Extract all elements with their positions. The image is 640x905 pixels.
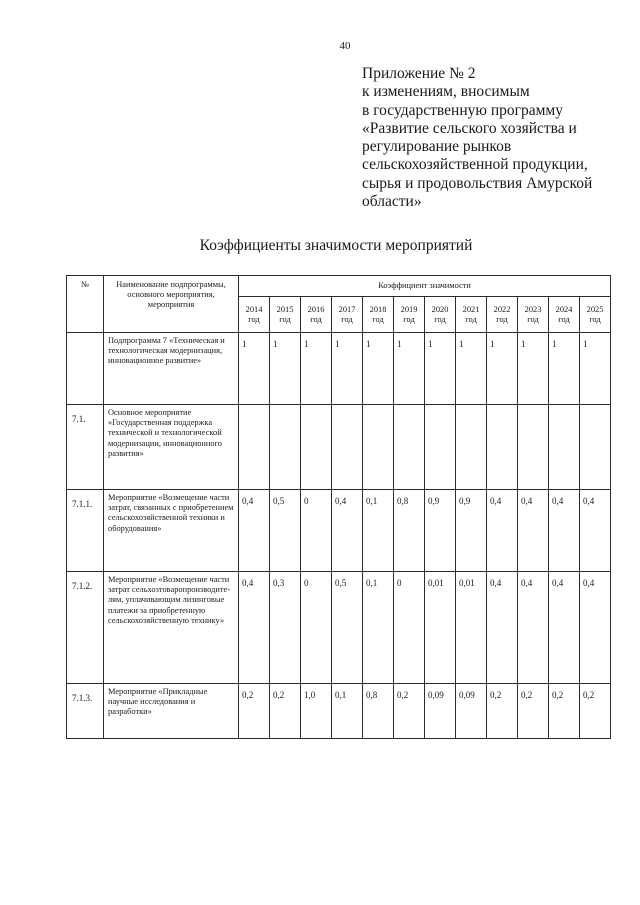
value-cell: 0,4	[487, 490, 518, 572]
value-cell: 0,4	[239, 572, 270, 684]
appendix-line: «Развитие сельского хозяйства и	[362, 119, 577, 137]
value-cell: 1	[239, 333, 270, 405]
row-name: Основное мероприятие «Государственная поддержка технической и технологической модернизации, инновационного развития»	[104, 405, 239, 490]
header-number: №	[67, 276, 104, 333]
value-cell: 1	[549, 333, 580, 405]
document-title: Коэффициенты значимости мероприятий	[199, 237, 473, 254]
value-cell: 1	[456, 333, 487, 405]
table-header	[67, 276, 611, 333]
value-cell	[580, 405, 611, 490]
value-cell: 0,2	[487, 684, 518, 739]
value-cell	[332, 405, 363, 490]
value-cell: 0,5	[270, 490, 301, 572]
value-cell: 0,2	[580, 684, 611, 739]
value-cell: 0,2	[270, 684, 301, 739]
value-cell: 1	[518, 333, 549, 405]
value-cell	[394, 405, 425, 490]
value-cell: 0,01	[456, 572, 487, 684]
appendix-line: Приложение № 2	[362, 65, 476, 82]
table-row	[67, 405, 611, 490]
value-cell: 0,4	[487, 572, 518, 684]
header-year-2022: 2022 год	[487, 297, 518, 333]
value-cell: 0,01	[425, 572, 456, 684]
value-cell: 1	[301, 333, 332, 405]
table-row	[67, 333, 611, 405]
header-year-2014: 2014 год	[239, 297, 270, 333]
header-year-2016: 2016 год	[301, 297, 332, 333]
table-row	[67, 572, 611, 684]
appendix-header	[362, 65, 622, 211]
row-name: Мероприятие «Возмещение части затрат сельхозтоваропроизводите-лям, уплачивающим лизинговые платежи за приобретенную сельскохозяйственную технику»	[104, 572, 239, 684]
value-cell	[239, 405, 270, 490]
appendix-line: к изменениям, вносимым	[362, 83, 530, 101]
row-name: Подпрограмма 7 «Техническая и технологическая модернизация, инновационное развитие»	[104, 333, 239, 405]
appendix-line: сырья и продовольствия Амурской	[362, 174, 593, 192]
value-cell: 0,1	[363, 572, 394, 684]
table-row	[67, 490, 611, 572]
header-coefficient: Коэффициент значимости	[239, 276, 611, 297]
value-cell: 1	[332, 333, 363, 405]
value-cell: 0,2	[394, 684, 425, 739]
value-cell: 0,1	[363, 490, 394, 572]
header-year-2018: 2018 год	[363, 297, 394, 333]
header-year-2023: 2023 год	[518, 297, 549, 333]
table-row	[67, 684, 611, 739]
header-name: Наименование подпрограммы, основного мероприятия, мероприятия	[104, 276, 239, 333]
value-cell: 0,4	[332, 490, 363, 572]
header-year-2020: 2020 год	[425, 297, 456, 333]
row-number: 7.1.3.	[67, 684, 104, 739]
row-number: 7.1.2.	[67, 572, 104, 684]
value-cell	[301, 405, 332, 490]
value-cell: 0,09	[456, 684, 487, 739]
value-cell: 1	[425, 333, 456, 405]
value-cell: 0,4	[580, 572, 611, 684]
value-cell: 1	[487, 333, 518, 405]
header-year-2015: 2015 год	[270, 297, 301, 333]
value-cell: 1,0	[301, 684, 332, 739]
appendix-line: в государственную программу	[362, 101, 563, 119]
value-cell: 1	[394, 333, 425, 405]
value-cell: 0,1	[332, 684, 363, 739]
header-year-2021: 2021 год	[456, 297, 487, 333]
value-cell: 0,4	[549, 490, 580, 572]
value-cell: 0,4	[239, 490, 270, 572]
header-year-2019: 2019 год	[394, 297, 425, 333]
value-cell: 0	[394, 572, 425, 684]
appendix-line: области»	[362, 193, 422, 211]
value-cell: 0,8	[363, 684, 394, 739]
value-cell: 0,4	[518, 572, 549, 684]
coefficients-table	[66, 275, 611, 739]
value-cell: 0	[301, 490, 332, 572]
value-cell: 0,2	[549, 684, 580, 739]
value-cell	[363, 405, 394, 490]
value-cell: 0,4	[580, 490, 611, 572]
value-cell: 0,5	[332, 572, 363, 684]
value-cell	[487, 405, 518, 490]
value-cell	[518, 405, 549, 490]
row-name: Мероприятие «Возмещение части затрат, связанных с приобретением сельскохозяйственной техники и оборудования»	[104, 490, 239, 572]
appendix-line: регулирование рынков	[362, 138, 512, 156]
value-cell: 1	[270, 333, 301, 405]
value-cell: 0,2	[518, 684, 549, 739]
value-cell: 0,4	[549, 572, 580, 684]
value-cell: 0,2	[239, 684, 270, 739]
row-name: Мероприятие «Прикладные научные исследования и разработки»	[104, 684, 239, 739]
value-cell	[549, 405, 580, 490]
header-year-2025: 2025 год	[580, 297, 611, 333]
row-number: 7.1.	[67, 405, 104, 490]
page-number: 40	[339, 40, 351, 52]
value-cell: 0,4	[518, 490, 549, 572]
appendix-line: сельскохозяйственной продукции,	[362, 156, 588, 174]
value-cell: 1	[580, 333, 611, 405]
row-number	[67, 333, 104, 405]
row-number: 7.1.1.	[67, 490, 104, 572]
value-cell	[425, 405, 456, 490]
value-cell: 0,09	[425, 684, 456, 739]
value-cell: 1	[363, 333, 394, 405]
value-cell	[456, 405, 487, 490]
value-cell: 0,9	[425, 490, 456, 572]
header-year-2017: 2017 год	[332, 297, 363, 333]
value-cell: 0,3	[270, 572, 301, 684]
value-cell: 0,9	[456, 490, 487, 572]
value-cell: 0,8	[394, 490, 425, 572]
header-year-2024: 2024 год	[549, 297, 580, 333]
value-cell: 0	[301, 572, 332, 684]
value-cell	[270, 405, 301, 490]
